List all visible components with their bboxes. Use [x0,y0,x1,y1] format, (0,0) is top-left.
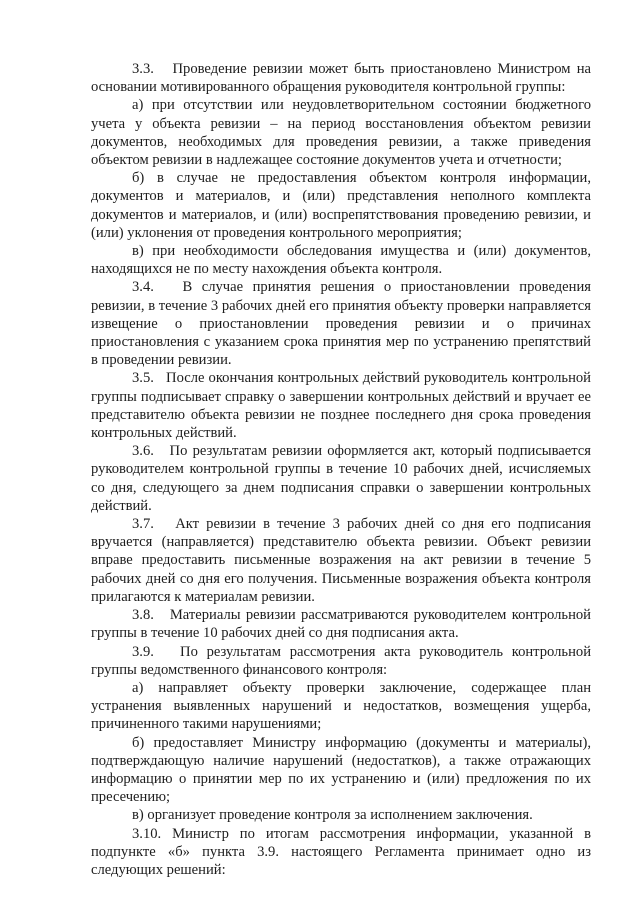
paragraph-3-7: 3.7. Акт ревизии в течение 3 рабочих дней со дня его подписания вручается (направляется) представителю объекта ревизии. Объект ревизии вправе предоставить письменные возражения на акт ревизии в течение 5 рабочих дней со дня его получения. Письменные возражения объекта контроля прилагаются к материалам ревизии. [91,516,591,605]
paragraph-3-3-a: а) при отсутствии или неудовлетворительном состоянии бюджетного учета у объекта ревизии – на период восстановления объектом ревизии документов, необходимых для проведения ревизии, а также приведения объектом ревизии в надлежащее состояние документов учета и отчетности; [91,97,591,169]
paragraph-3-9-b: б) предоставляет Министру информацию (документы и материалы), подтверждающую наличие нарушений (недостатков), а также отражающих информацию о принятии мер по их устранению и (или) предложения по их пресечению; [91,734,591,806]
paragraph-3-9-a: а) направляет объекту проверки заключение, содержащее план устранения выявленных нарушений и недостатков, возмещения ущерба, причиненного такими нарушениями; [91,679,591,733]
paragraph-3-3-b: б) в случае не предоставления объектом контроля информации, документов и материалов, и (или) представления неполного комплекта документов и материалов, и (или) воспрепятствования проведению ревизии, и (или) уклонения от проведения контрольного мероприятия; [91,170,591,241]
paragraph-3-3: 3.3. Проведение ревизии может быть приостановлено Министром на основании мотивированного обращения руководителя контрольной группы: [91,61,591,96]
paragraph-3-8: 3.8. Материалы ревизии рассматриваются руководителем контрольной группы в течение 10 рабочих дней со дня подписания акта. [91,607,591,642]
document-body [91,60,591,879]
paragraph-3-5: 3.5. После окончания контрольных действий руководитель контрольной группы подписывает справку о завершении контрольных действий и вручает ее представителю объекта ревизии не позднее последнего дня срока проведения контрольных действий. [91,370,591,442]
paragraph-3-9-v: в) организует проведение контроля за исполнением заключения. [132,807,533,824]
paragraph-3-9: 3.9. По результатам рассмотрения акта руководитель контрольной группы ведомственного финансового контроля: [91,643,591,678]
paragraph-3-10: 3.10. Министр по итогам рассмотрения информации, указанной в подпункте «б» пункта 3.9. настоящего Регламента принимает одно из следующих решений: [91,825,591,878]
paragraph-3-3-v: в) при необходимости обследования имущества и (или) документов, находящихся не по месту нахождения объекта контроля. [91,243,591,278]
paragraph-3-6: 3.6. По результатам ревизии оформляется акт, который подписывается руководителем контрольной группы в течение 10 рабочих дней, исчисляемых со дня, следующего за днем подписания справки о завершении контрольных действий. [91,443,591,514]
paragraph-3-4: 3.4. В случае принятия решения о приостановлении проведения ревизии, в течение 3 рабочих дней его принятия объекту проверки направляется извещение о приостановлении проведения ревизии и о причинах приостановления с указанием срока принятия мер по устранению препятствий в проведении ревизии. [91,279,591,369]
